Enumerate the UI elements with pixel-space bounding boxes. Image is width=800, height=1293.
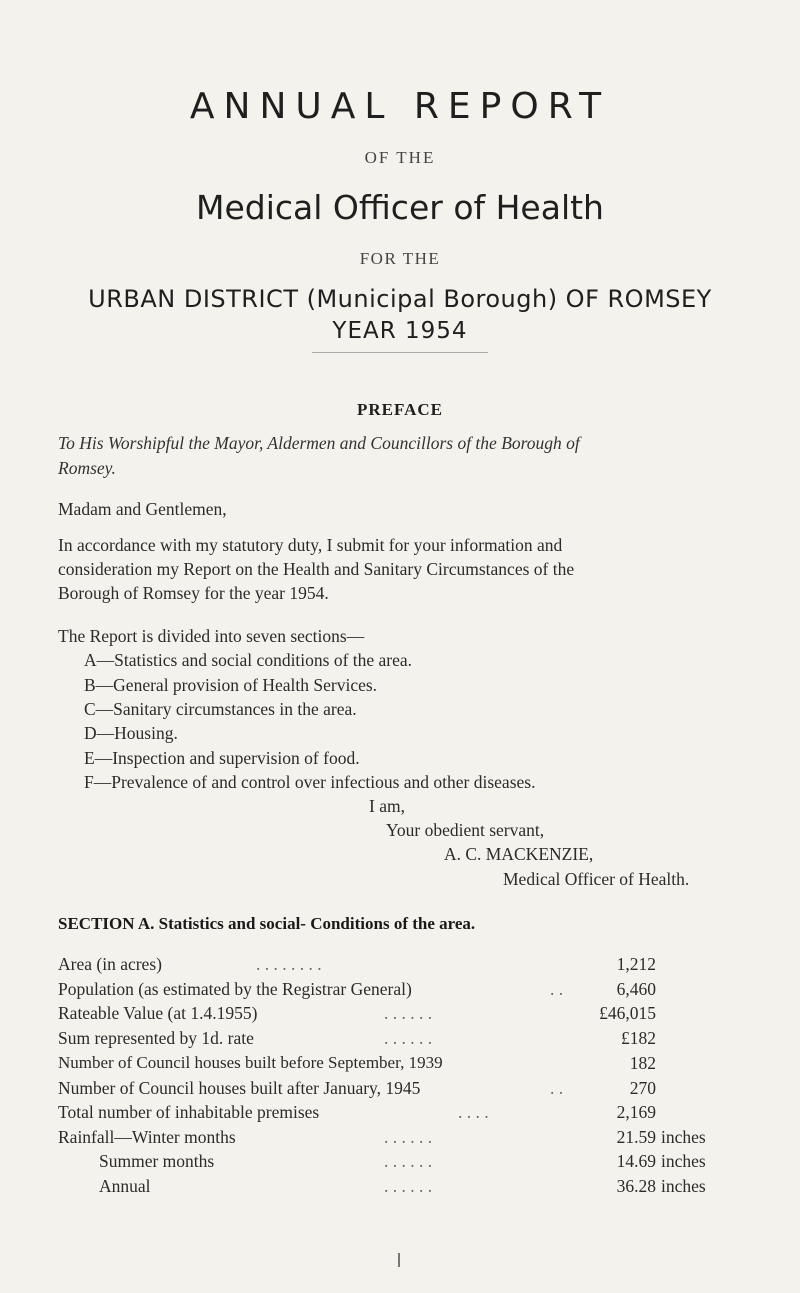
row-label: Annual bbox=[99, 1176, 151, 1196]
preface-address-line-1: To His Worshipful the Mayor, Aldermen and Councillors of the Borough of bbox=[58, 433, 580, 453]
row-value: £182 bbox=[621, 1028, 656, 1048]
table-row bbox=[58, 1151, 758, 1173]
row-leader: . . . . . . bbox=[384, 1176, 433, 1196]
row-label: Number of Council houses built after January, 1945 bbox=[58, 1078, 421, 1098]
row-leader: . . . . . . bbox=[384, 1028, 433, 1048]
row-leader: . . bbox=[550, 979, 564, 999]
table-row bbox=[58, 979, 758, 1001]
row-leader: . . . . . . bbox=[384, 1003, 433, 1023]
row-leader: . . bbox=[550, 1078, 564, 1098]
title-divider bbox=[312, 352, 488, 353]
signoff: Your obedient servant, bbox=[386, 820, 545, 840]
table-row bbox=[58, 1078, 758, 1100]
row-label: Area (in acres) bbox=[58, 954, 162, 974]
row-label: Population (as estimated by the Registrar General) bbox=[58, 979, 412, 999]
salutation: Madam and Gentlemen, bbox=[58, 499, 227, 519]
section-list-item: C—Sanitary circumstances in the area. bbox=[84, 699, 357, 719]
section-list-item: A—Statistics and social conditions of the area. bbox=[84, 650, 413, 670]
row-value: 36.28 bbox=[616, 1176, 656, 1196]
para1-line-2: consideration my Report on the Health and Sanitary Circumstances of the bbox=[58, 559, 575, 579]
row-value: 1,212 bbox=[616, 954, 656, 974]
row-value: 270 bbox=[629, 1078, 656, 1098]
row-label: Sum represented by 1d. rate bbox=[58, 1028, 254, 1048]
row-value: 6,460 bbox=[616, 979, 656, 999]
report-year: YEAR 1954 bbox=[332, 318, 468, 344]
officer-title: Medical Officer of Health bbox=[196, 188, 604, 227]
signatory-title: Medical Officer of Health. bbox=[503, 869, 690, 889]
table-row bbox=[58, 1053, 758, 1075]
of-the-label: OF THE bbox=[364, 148, 436, 167]
table-row bbox=[58, 1176, 758, 1198]
section-list-item: D—Housing. bbox=[84, 723, 178, 743]
row-leader: . . . . . . bbox=[384, 1151, 433, 1171]
preface-heading: PREFACE bbox=[356, 400, 443, 419]
table-row bbox=[58, 1003, 758, 1025]
table-row bbox=[58, 954, 758, 976]
row-unit: inches bbox=[661, 1176, 706, 1196]
row-value: 2,169 bbox=[616, 1102, 656, 1122]
table-row bbox=[58, 1028, 758, 1050]
row-label: Summer months bbox=[99, 1151, 215, 1171]
row-unit: inches bbox=[661, 1127, 706, 1147]
preface-address-line-2: Romsey. bbox=[58, 458, 116, 478]
page-number-mark bbox=[398, 1253, 400, 1267]
row-value: 14.69 bbox=[616, 1151, 656, 1171]
para1-line-1: In accordance with my statutory duty, I submit for your information and bbox=[58, 535, 563, 555]
closing: I am, bbox=[369, 796, 405, 816]
table-row bbox=[58, 1102, 758, 1124]
row-value: £46,015 bbox=[599, 1003, 656, 1023]
section-list-item: B—General provision of Health Services. bbox=[84, 675, 378, 695]
row-leader: . . . . bbox=[458, 1102, 489, 1122]
signatory-name: A. C. MACKENZIE, bbox=[444, 844, 594, 864]
report-title: ANNUAL REPORT bbox=[189, 86, 611, 127]
sections-intro: The Report is divided into seven sections— bbox=[58, 626, 365, 646]
district-title: URBAN DISTRICT (Municipal Borough) OF ROMSEY bbox=[88, 285, 712, 313]
row-label: Total number of inhabitable premises bbox=[58, 1102, 320, 1122]
para1-line-3: Borough of Romsey for the year 1954. bbox=[58, 583, 329, 603]
section-list-item: F—Prevalence of and control over infectious and other diseases. bbox=[84, 772, 536, 792]
row-label: Rateable Value (at 1.4.1955) bbox=[58, 1003, 258, 1023]
row-label: Number of Council houses built before September, 1939 bbox=[58, 1053, 443, 1072]
section-list-item: E—Inspection and supervision of food. bbox=[84, 748, 360, 768]
row-label: Rainfall—Winter months bbox=[58, 1127, 236, 1147]
row-leader: . . . . . . bbox=[384, 1127, 433, 1147]
row-value: 21.59 bbox=[616, 1127, 656, 1147]
row-value: 182 bbox=[629, 1053, 656, 1073]
row-unit: inches bbox=[661, 1151, 706, 1171]
for-the-label: FOR THE bbox=[359, 249, 441, 268]
section-a-heading: SECTION A. Statistics and social- Conditions of the area. bbox=[58, 914, 476, 933]
table-row bbox=[58, 1127, 758, 1149]
row-leader: . . . . . . . . bbox=[256, 954, 322, 974]
